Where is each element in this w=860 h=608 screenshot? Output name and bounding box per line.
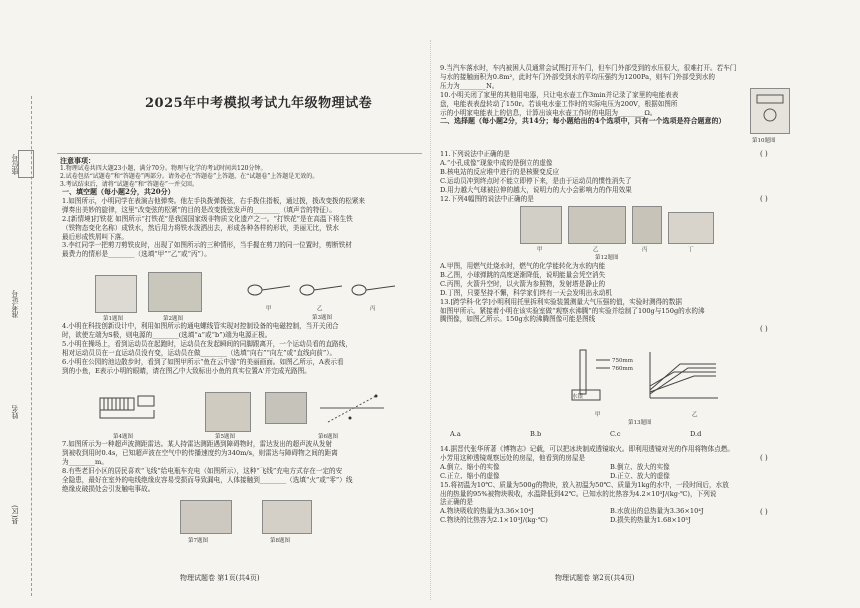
q8-line: 绝缘皮破损处会引发触电事故。: [62, 484, 155, 493]
notice-block: [60, 157, 420, 189]
q14-line: 14.据晋代张华所著《博物志》记载，可以把冰块制成透镜取火。即利用透镜对光的作用将物体点燃。: [440, 445, 735, 453]
q2-line: （铁物态变化名称）成铁水，然后用力将铁水泼洒出去，形成各种各样的形状，美丽无比，铁水: [62, 223, 339, 232]
notice-heading: 注意事项：: [60, 156, 95, 165]
q13-option-b: B.b: [530, 430, 542, 438]
fig3-label-jia: 甲: [266, 306, 272, 312]
fig3-label-yi: 乙: [317, 306, 323, 312]
seat-label: 座位号: [11, 154, 19, 175]
left-questions-2: [62, 322, 426, 375]
fig8-caption: 第8题图: [270, 538, 290, 544]
q15-answer-paren: ( ): [760, 508, 768, 516]
q2-line: 2.[新情境]打铁花 如图所示“打铁花”是我国国家级非物质文化遗产之一。“打铁花”是在高温下将生铁: [62, 214, 353, 223]
q5-line: 相对运动员员在一直运动员没有变，运动员在做________（选填“向右”“向左”或“直线向前”）。: [62, 348, 337, 357]
county-label: 县(区): [11, 505, 19, 525]
q15-line: 15.将初温为10℃、质量为500g的物块，放入初温为50℃、质量为1kg的水中，一段时间后，水放: [440, 480, 729, 489]
right-questions: [440, 64, 780, 126]
q15-option-d: D.损失的热量为1.68×10³J: [610, 516, 691, 525]
q15-option-a: A.物块吸收的热量为3.36×10⁴J: [440, 507, 534, 516]
fig13-label-760: 760mm: [612, 366, 633, 372]
q14-option-c: C.正立、缩小的虚像: [440, 471, 500, 480]
refraction-figure: [320, 392, 384, 426]
q9-line: 9.当汽车落水时，车内被困人员通常会试图打开车门，但车门外部受到的水压很大，很难打开。若车门: [440, 64, 737, 72]
q12-label-ding: 丁: [688, 247, 694, 253]
q7-line: 为________m。: [62, 457, 108, 466]
part1-heading: 一、填空题（每小题2分，共20分）: [62, 187, 175, 196]
fig13-label-mercury: 水银: [572, 394, 584, 400]
q5-line: 5.小明在操场上，看到运动员在起跑时，运动员在发起瞬间的同脚跟离开，一个运动员看的直路线，: [62, 339, 352, 348]
notice-line: 3.考试结束后，请将“试题卷”和“答题卷”一并交回。: [60, 181, 198, 188]
q11-block: [440, 150, 790, 203]
q8-line: 全隐患，最好在室外的电线绝缘皮容易受损而导致漏电，人体接触到________（选填“火”或“零”）线: [62, 475, 353, 484]
q12-option: C.丙图，火箭升空时，以火箭为参照物，发射塔是静止的: [440, 279, 606, 288]
fig12-caption: 第12题图: [595, 255, 619, 261]
fig3-caption: 第3题图: [312, 315, 332, 321]
q14-option-b: B.倒立、放大的实像: [610, 462, 670, 471]
q12-label-bing: 丙: [642, 247, 648, 253]
iron-flower-image: [148, 272, 202, 312]
q13-option-a: A.a: [450, 430, 461, 438]
notice-line: 2.试卷包括“试题卷”和“答题卷”两部分。请务必在“答题卷”上答题，在“试题卷”上答题是无效的。: [60, 173, 319, 180]
scissors-figure: [245, 278, 400, 302]
exam-id-label: 准考证号: [11, 290, 19, 318]
kettle-image: [520, 206, 562, 244]
q14-line: 小芳用这种透镜观察远处的房屋，他看到的房屋是: [440, 453, 586, 462]
footer-page2: 物理试题卷 第2页(共4页): [555, 574, 635, 582]
bouncing-ball-image: [568, 206, 626, 244]
q3-line: 3.李红同学一把剪刀剪铁皮时，出现了如图所示的三种情形，当手握在剪刀的同一位置时，剪断铁材: [62, 241, 352, 250]
q12-answer-paren: ( ): [760, 195, 768, 203]
q11-answer-paren: ( ): [760, 150, 768, 158]
q12-option: D.丁图，只要坚持不懈，科学家们终有一天会发明出永动机: [440, 288, 612, 297]
q15-option-c: C.物块的比热容为2.1×10³J/(kg·℃): [440, 516, 548, 525]
q7-line: 7.如图所示为一种超声波测距雷达。某人持雷达测距遇到障碍物时，雷达发出的超声波从发射: [62, 440, 333, 448]
fig13-label-750: 750mm: [612, 358, 633, 364]
q13-line: 如图甲所示。紧接着小明在该实验室做“观察水沸腾”的实验并绘制了100g与150g的水的沸: [440, 306, 705, 315]
q6-line: 6.小明在公园的池边散步时，看到了如图甲所示“鱼在云中游”的美丽画面。如图乙所示，A表示看: [62, 357, 344, 366]
flying-wire-image: [262, 500, 312, 534]
q12-option: A.甲图，用燃气灶烧水时，燃气的化学能转化为水的内能: [440, 262, 606, 270]
q13-line: 13.[跨学科·化学]小明利用托里拆利实验装置测量大气压强的值，实验时测得的数据: [440, 297, 682, 306]
q4-line: 时，欲使左端为S极，则电源的________(选填“a”或“b”)端为电源正极。: [62, 330, 272, 339]
q9-line: 压力为________N。: [440, 81, 499, 90]
q7-line: 到被收到用时0.4s，已知超声波在空气中的传播速度约为340m/s，则雷达与障碍物之间的距离: [62, 448, 338, 457]
q4-line: 4.小明在科技创新设计中，利用如图所示的通电螺线管实现对控制设备的电磁控制，当开关闭合: [62, 322, 339, 330]
q1-line: 1.如图所示，小明同学在表演吉他弹奏。他左手执拨弹拨弦，右手拨住指板，通过拨，拨改变拨的松紧来: [62, 196, 366, 205]
q11-option: A.“小孔成像”现象中成的是倒立的虚像: [440, 158, 553, 167]
fig13-caption: 第13题图: [628, 420, 652, 426]
q11-stem: 11.下列说法中正确的是: [440, 150, 510, 158]
seat-box: [18, 150, 34, 178]
q10-line: 10.小明关闭了家里的其他用电器，只让电水壶工作3min并记录了家里的电能表表: [440, 90, 679, 99]
q10-line: 盘，电能表表盘转动了150r。若该电水壶工作时的实际电压为200V，根据如图所: [440, 99, 678, 108]
q11-option: D.用力越大气球被拉伸的越大，说明力的大小会影响力的作用效果: [440, 185, 632, 194]
q13-line: 腾图像，如图乙所示。150g水的沸腾图像可能是图线: [440, 315, 596, 324]
left-questions-3: [62, 440, 426, 493]
q15-option-b: B.水放出的总热量为3.36×10⁴J: [610, 507, 704, 516]
electric-meter-figure: [750, 88, 790, 134]
fig13-label-jia: 甲: [595, 412, 601, 418]
solenoid-figure: [92, 392, 162, 422]
q14-answer-paren: ( ): [760, 454, 768, 462]
fish-cloud-image: [265, 392, 307, 424]
q14-option-a: A.倒立、缩小的实像: [440, 462, 500, 471]
fig2-caption: 第2题图: [163, 316, 183, 322]
q2-line: 最后形成铁屑叫下落。: [62, 232, 128, 241]
q15-line: 出的热量的95%被物块吸收，水温降低到42℃。已知水的比热容为4.2×10³J/(kg·℃)，下列说: [440, 489, 717, 498]
name-label: 姓名: [11, 405, 19, 419]
fig10-caption: 第10题图: [752, 138, 776, 144]
notice-line: 1.物理试卷共四大题23小题，满分70分。物理与化学的考试时间共120分钟。: [60, 165, 267, 172]
q12-option: B.乙图，小球弹跳的高度逐渐降低，说明能量会凭空消失: [440, 270, 606, 279]
q15-line: 法正确的是: [440, 498, 473, 507]
q12-label-yi: 乙: [593, 247, 599, 253]
q12-label-jia: 甲: [537, 247, 543, 253]
q9-line: 与水的接触面积为0.8m²，此时车门外部受到水的平均压强约为1200Pa，则车门外部受到水的: [440, 72, 716, 81]
q6-line: 到的小鱼，E表示小明的眼睛，请在图乙中大致标出小鱼的真实位置A'并完成光路图。: [62, 366, 311, 375]
q10-line: 示的小明家电能表上的信息，计算出该电水壶工作时的电阻为________Ω。: [440, 108, 657, 117]
q12-stem: 12.下列4幅图的说法中正确的是: [440, 194, 534, 203]
q11-option: B.核电站的反应堆中进行的是核聚变反应: [440, 167, 560, 176]
binding-margin: [0, 0, 58, 608]
fig6-caption: 第6题图: [318, 434, 338, 440]
q11-option: C.运动员冲到终点时不能立即停下来，是由于运动员的惯性消失了: [440, 176, 632, 185]
fig7-caption: 第7题图: [188, 538, 208, 544]
notice-divider: [57, 153, 422, 154]
runner-image: [205, 392, 251, 432]
rocket-image: [632, 206, 662, 244]
q13-option-d: D.d: [690, 430, 702, 438]
q13-answer-paren: ( ): [760, 325, 768, 333]
q12-options: [440, 262, 790, 324]
q14-q15-block: [440, 445, 790, 525]
torricelli-boiling-figure: [570, 346, 720, 406]
radar-image: [180, 500, 232, 534]
fig3-label-bing: 丙: [370, 306, 376, 312]
fig5-caption: 第5题图: [215, 434, 235, 440]
fig1-caption: 第1题图: [103, 316, 123, 322]
q14-option-d: D.正立、放大的虚像: [610, 471, 670, 480]
q13-options: [450, 430, 790, 439]
fig13-label-yi: 乙: [692, 412, 698, 418]
q13-option-c: C.c: [610, 430, 621, 438]
q1-line: 弹奏出美妙的旋律，这里“改变弦的松紧”的目的是改变拨弦发声的________（填声音的特征）。: [62, 205, 336, 214]
part2-heading: 二、选择题（每小题2分，共14分；每小题给出的4个选项中，只有一个选项是符合题意的）: [440, 116, 726, 126]
fig4-caption: 第4题图: [113, 434, 133, 440]
perpetual-machine-image: [668, 212, 714, 244]
footer-page1: 物理试题卷 第1页(共4页): [180, 574, 260, 582]
left-questions: [62, 188, 426, 259]
page-divider: [430, 40, 431, 600]
guitar-player-image: [95, 275, 137, 313]
q8-line: 8.有些老旧小区的居民喜欢“飞线”给电瓶车充电（如图所示），这种“飞线”充电方式存在一定的安: [62, 466, 343, 475]
q3-line: 最费力的情形是________（选填“甲”“乙”或“丙”）。: [62, 250, 211, 259]
exam-title: 2025年中考模拟考试九年级物理试卷: [145, 96, 373, 111]
